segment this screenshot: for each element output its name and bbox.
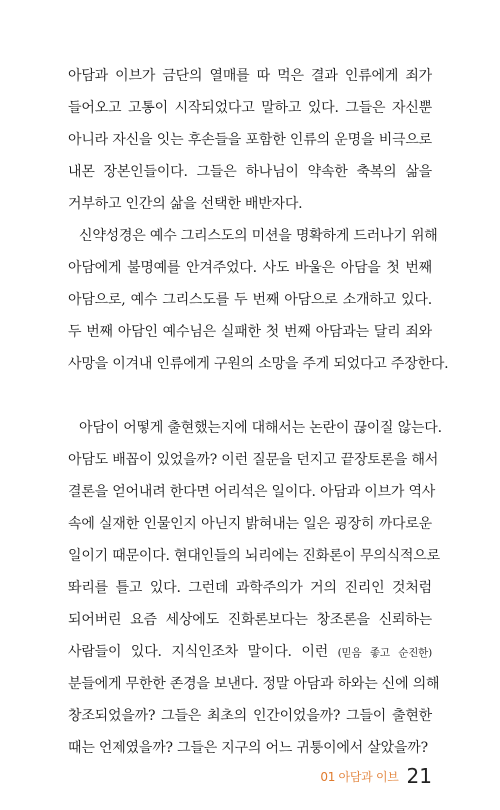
- body-line-11: 아담이 어떻게 출현했는지에 대해서는 논란이 끊이질 않는다.: [79, 420, 442, 436]
- body-line-1: 아담과 이브가 금단의 열매를 따 먹은 결과 인류에게 죄가: [68, 68, 432, 84]
- body-line-14: 속에 실재한 인물인지 아닌지 밝혀내는 일은 굉장히 까다로운: [68, 516, 432, 532]
- body-line-7: 아담에게 불명예를 안겨주었다. 사도 바울은 아담을 첫 번째: [68, 260, 432, 276]
- body-line-15: 일이기 때문이다. 현대인들의 뇌리에는 진화론이 무의식적으로: [68, 548, 440, 564]
- body-line-21: 때는 언제였을까? 그들은 지구의 어느 귀퉁이에서 살았을까?: [68, 740, 428, 756]
- body-line-3: 아니라 자신을 잇는 후손들을 포함한 인류의 운명을 비극으로: [68, 132, 432, 148]
- inline-note: (믿음 좋고 순진한): [337, 647, 432, 659]
- body-line-2: 들어오고 고통이 시작되었다고 말하고 있다. 그들은 자신뿐: [68, 100, 432, 116]
- body-line-13: 결론을 얻어내려 한다면 어리석은 일이다. 아담과 이브가 역사: [68, 484, 436, 500]
- body-line-4: 내몬 장본인들이다. 그들은 하나님이 약속한 축복의 삶을: [68, 164, 432, 180]
- body-line-12: 아담도 배꼽이 있었을까? 이런 질문을 던지고 끝장토론을 해서: [68, 452, 439, 468]
- body-line-5: 거부하고 인간의 삶을 선택한 배반자다.: [68, 196, 303, 212]
- running-head: 01 아담과 이브: [320, 769, 399, 784]
- body-line-16: 똬리를 틀고 있다. 그런데 과학주의가 거의 진리인 것처럼: [68, 580, 432, 596]
- page-number: 21: [406, 764, 432, 788]
- page-footer: [320, 764, 432, 788]
- body-line-18: [68, 642, 432, 663]
- body-line-19: 분들에게 무한한 존경을 보낸다. 정말 아담과 하와는 신에 의해: [68, 676, 440, 692]
- body-line-17: 되어버린 요즘 세상에도 진화론보다는 창조론을 신뢰하는: [68, 612, 432, 628]
- body-line-18-text: 사람들이 있다. 지식인조차 말이다. 이런: [68, 644, 329, 660]
- body-line-20: 창조되었을까? 그들은 최초의 인간이었을까? 그들이 출현한: [68, 708, 432, 724]
- body-line-6: 신약성경은 예수 그리스도의 미션을 명확하게 드러나기 위해: [79, 228, 438, 244]
- body-line-10: 사망을 이겨내 인류에게 구원의 소망을 주게 되었다고 주장한다.: [68, 356, 449, 372]
- body-line-9: 두 번째 아담인 예수님은 실패한 첫 번째 아담과는 달리 죄와: [68, 324, 432, 340]
- body-line-8: 아담으로, 예수 그리스도를 두 번째 아담으로 소개하고 있다.: [68, 292, 432, 308]
